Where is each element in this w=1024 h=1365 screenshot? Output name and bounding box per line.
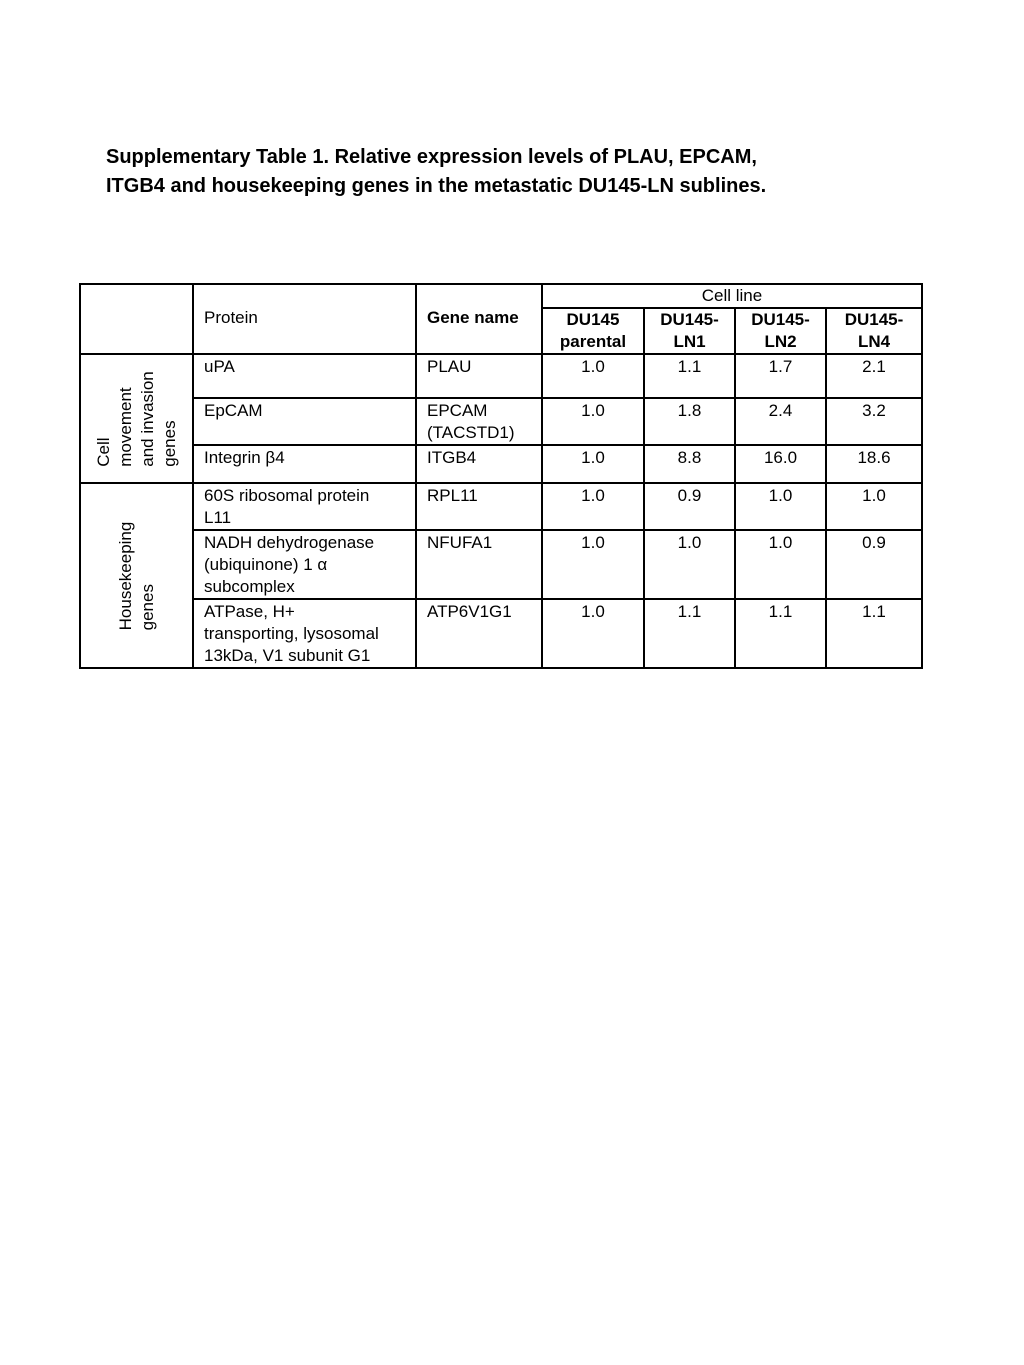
value-cell: 1.7 — [735, 354, 826, 398]
caption-line-2: ITGB4 and housekeeping genes in the metastatic DU145-LN sublines. — [106, 175, 767, 197]
value-cell: 16.0 — [735, 445, 826, 483]
col-line: LN2 — [764, 332, 797, 351]
protein-line: subcomplex — [204, 577, 295, 596]
expression-table — [79, 283, 923, 669]
col-line: DU145 — [566, 310, 620, 329]
value-cell: 1.0 — [542, 445, 644, 483]
table-row — [80, 354, 922, 398]
table-row — [80, 398, 922, 445]
gene-cell — [416, 398, 542, 445]
group-label-housekeeping — [80, 483, 193, 668]
protein-line: NADH dehydrogenase — [204, 533, 375, 552]
group-line: genes — [137, 583, 157, 630]
gene-line: NFUFA1 — [427, 533, 493, 552]
group-line: movement — [115, 386, 135, 467]
protein-cell — [193, 530, 416, 599]
gene-line: ITGB4 — [427, 448, 477, 467]
value-cell: 1.8 — [644, 398, 735, 445]
value-cell: 3.2 — [826, 398, 922, 445]
value-cell: 2.4 — [735, 398, 826, 445]
table-row — [80, 599, 922, 668]
value-cell: 2.1 — [826, 354, 922, 398]
caption-line-1: Supplementary Table 1. Relative expression levels of PLAU, EPCAM, — [106, 146, 757, 168]
protein-line: EpCAM — [204, 401, 263, 420]
value-cell: 1.0 — [735, 530, 826, 599]
gene-cell — [416, 445, 542, 483]
table-row — [80, 530, 922, 599]
value-cell: 1.0 — [644, 530, 735, 599]
col-line: DU145- — [751, 310, 810, 329]
value-cell: 1.0 — [542, 398, 644, 445]
value-cell: 1.1 — [826, 599, 922, 668]
value-cell: 1.0 — [542, 483, 644, 530]
protein-line: 13kDa, V1 subunit G1 — [204, 646, 371, 665]
value-cell: 0.9 — [826, 530, 922, 599]
gene-line: EPCAM — [427, 401, 488, 420]
gene-line: RPL11 — [427, 486, 478, 505]
gene-line: ATP6V1G1 — [427, 602, 512, 621]
table-caption — [106, 143, 906, 201]
value-cell: 8.8 — [644, 445, 735, 483]
group-line: Housekeeping — [115, 521, 135, 630]
group-label-cell-movement — [80, 354, 193, 483]
col-line: parental — [559, 332, 627, 351]
protein-line: ATPase, H+ — [204, 602, 295, 621]
protein-line: uPA — [204, 357, 235, 376]
header-cell-line: Cell line — [542, 284, 922, 308]
value-cell: 0.9 — [644, 483, 735, 530]
header-col-parental — [542, 308, 644, 354]
protein-cell — [193, 599, 416, 668]
header-col-ln4 — [826, 308, 922, 354]
header-blank-cell — [80, 284, 193, 354]
gene-cell — [416, 354, 542, 398]
gene-line: (TACSTD1) — [427, 423, 515, 442]
table-row — [80, 445, 922, 483]
value-cell: 1.1 — [644, 354, 735, 398]
group-line: Cell — [93, 436, 113, 467]
value-cell: 18.6 — [826, 445, 922, 483]
protein-line: 60S ribosomal protein — [204, 486, 370, 505]
col-line: LN1 — [673, 332, 706, 351]
value-cell: 1.1 — [644, 599, 735, 668]
gene-cell — [416, 530, 542, 599]
value-cell: 1.0 — [542, 354, 644, 398]
gene-cell — [416, 599, 542, 668]
protein-cell — [193, 398, 416, 445]
header-protein: Protein — [193, 284, 416, 354]
header-col-ln2 — [735, 308, 826, 354]
value-cell: 1.0 — [826, 483, 922, 530]
protein-line: transporting, lysosomal — [204, 624, 379, 643]
col-line: LN4 — [857, 332, 891, 351]
protein-cell — [193, 354, 416, 398]
gene-cell — [416, 483, 542, 530]
gene-line: PLAU — [427, 357, 472, 376]
value-cell: 1.0 — [542, 599, 644, 668]
table-row — [80, 483, 922, 530]
protein-cell — [193, 445, 416, 483]
protein-line: Integrin β4 — [204, 448, 285, 467]
col-line: DU145- — [660, 310, 719, 329]
value-cell: 1.0 — [735, 483, 826, 530]
protein-line: (ubiquinone) 1 α — [204, 555, 328, 574]
value-cell: 1.0 — [542, 530, 644, 599]
group-line: and invasion — [137, 370, 157, 467]
value-cell: 1.1 — [735, 599, 826, 668]
protein-line: L11 — [204, 508, 232, 527]
header-gene-name: Gene name — [416, 284, 542, 354]
header-col-ln1 — [644, 308, 735, 354]
group-line: genes — [159, 419, 179, 467]
protein-cell — [193, 483, 416, 530]
col-line: DU145- — [844, 310, 904, 329]
